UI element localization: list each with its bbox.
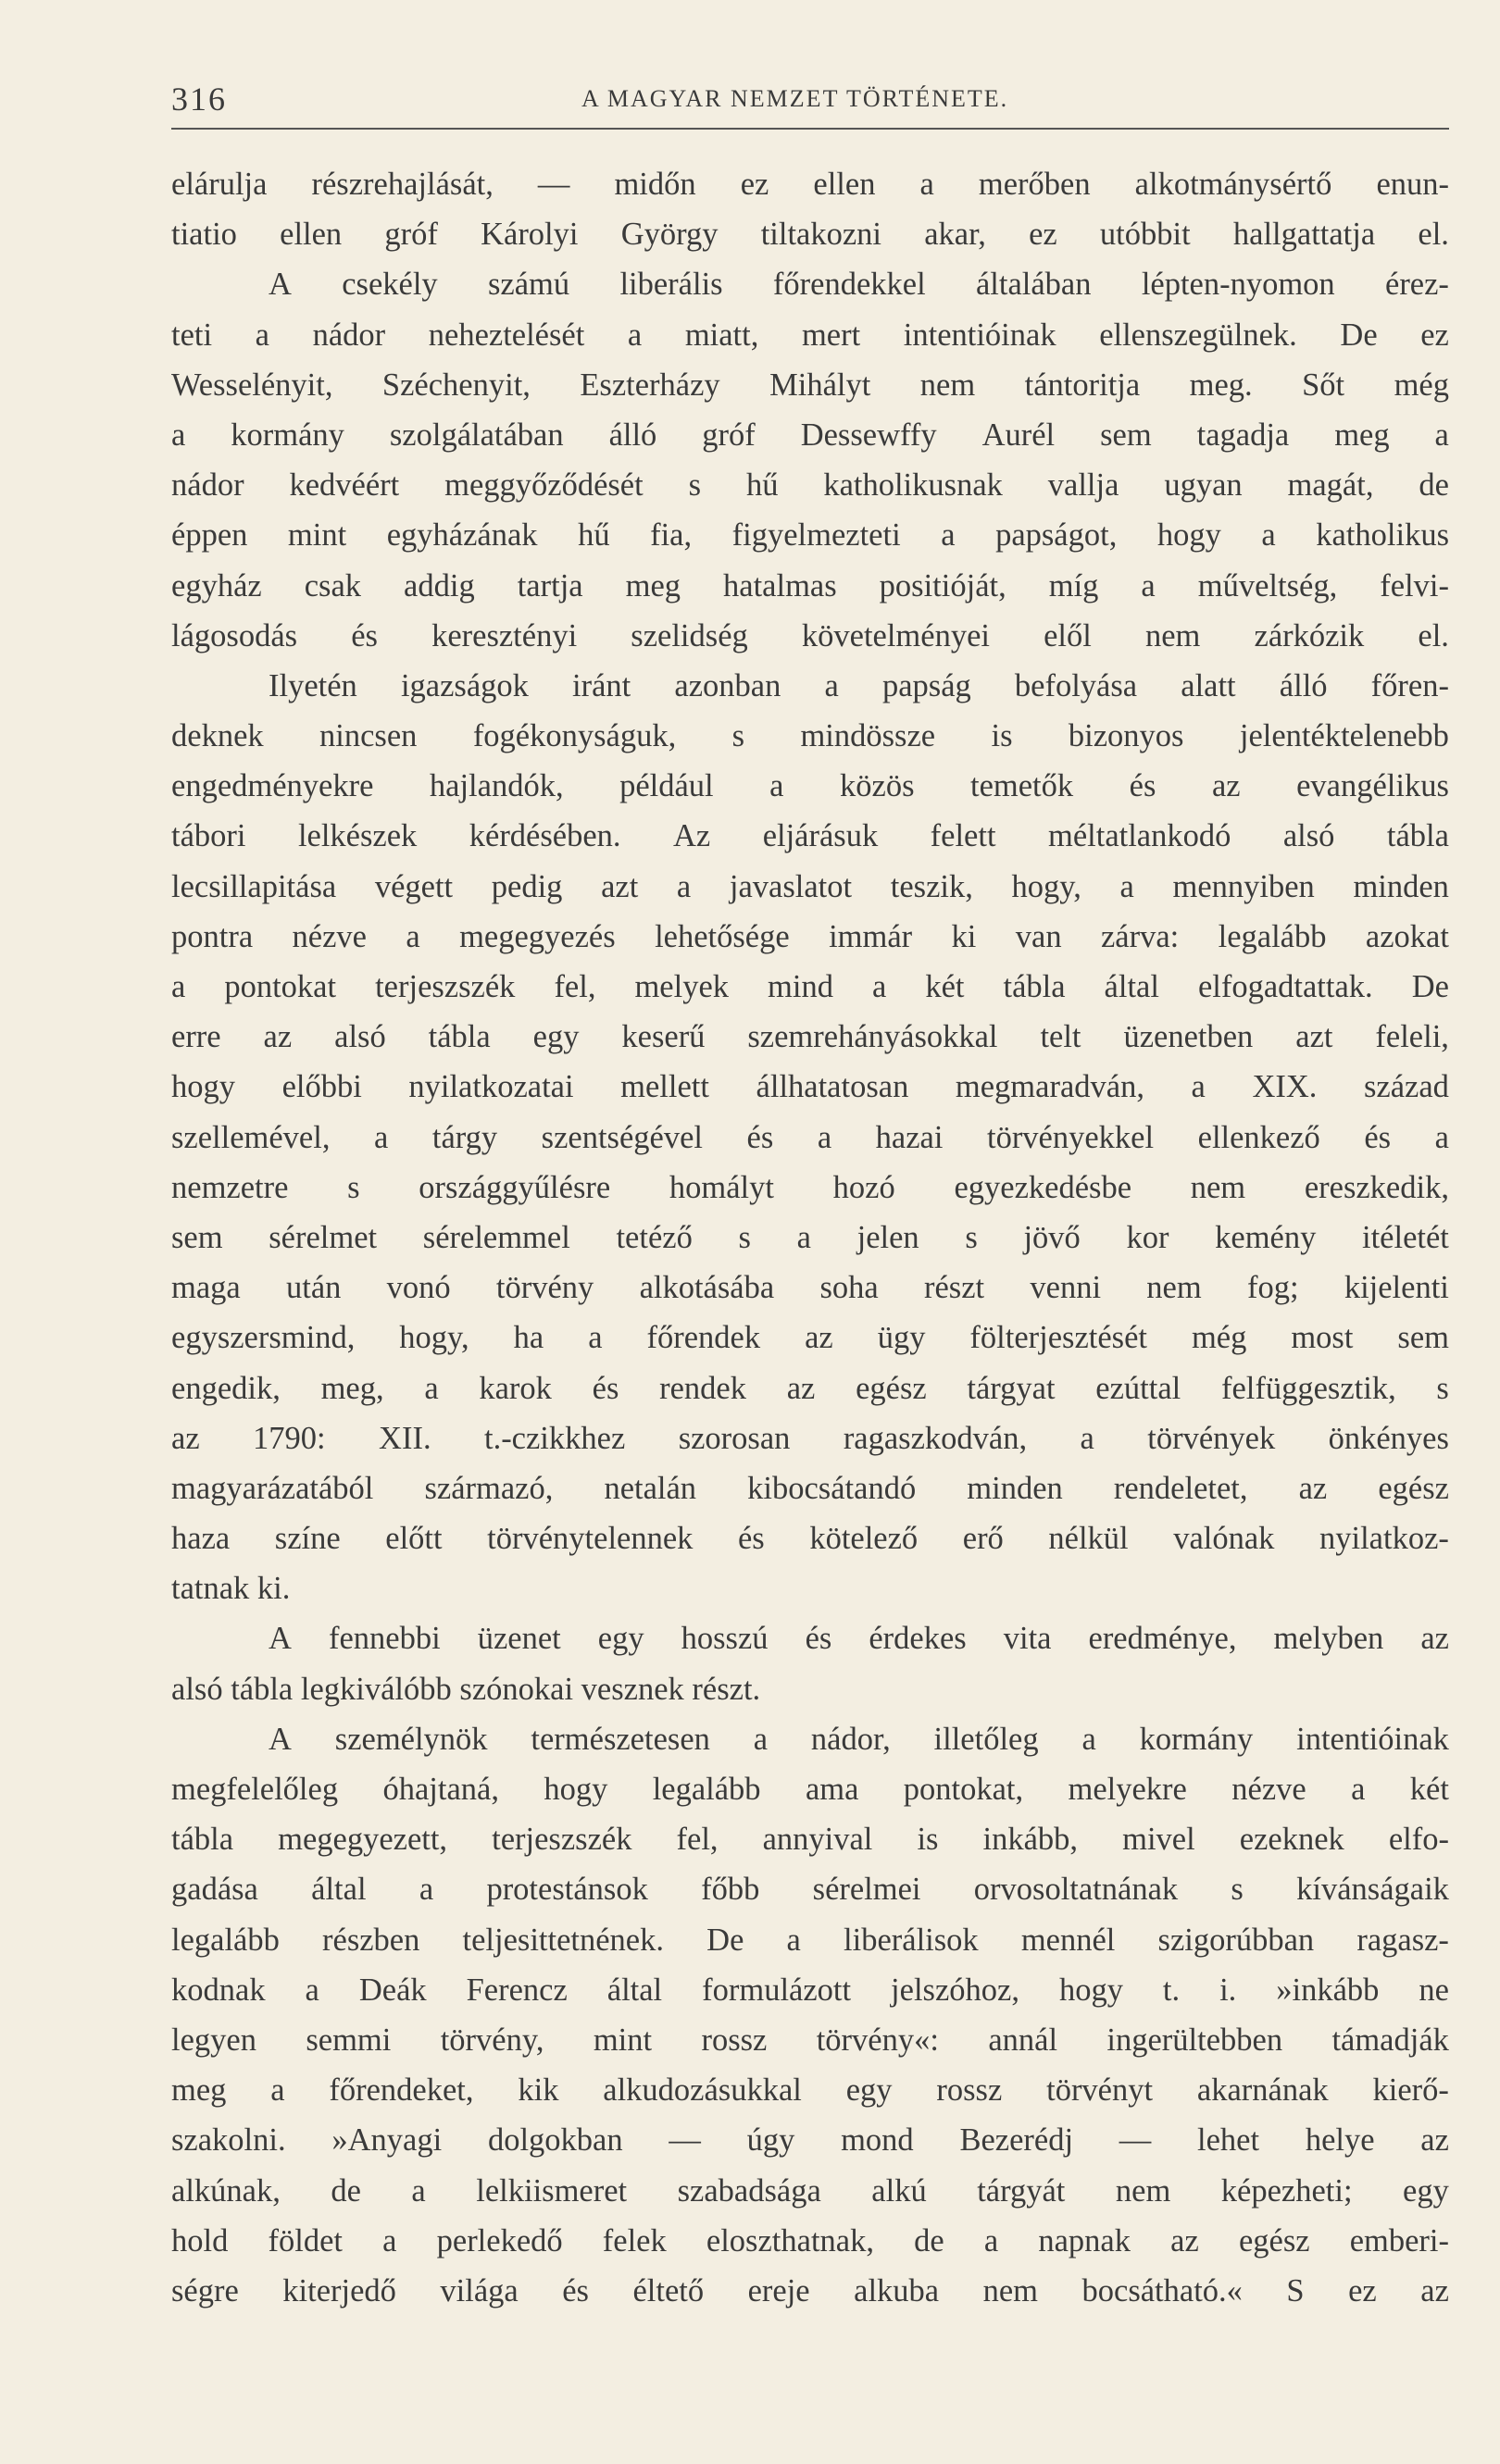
text-line: egyszersmind, hogy, ha a főrendek az ügy fölterjesztését még most sem <box>171 1320 1449 1356</box>
text-line: pontra nézve a megegyezés lehetősége immár ki van zárva: legalább azokat <box>171 918 1449 954</box>
text-line: Ilyetén igazságok iránt azonban a papság befolyása alatt álló főren- <box>269 667 1449 703</box>
text-line: a pontokat terjeszszék fel, melyek mind a két tábla által elfogadtattak. De <box>171 969 1449 1004</box>
text-line: tatnak ki. <box>171 1571 291 1607</box>
text-line: tábla megegyezett, terjeszszék fel, annyival is inkább, mivel ezeknek elfo- <box>171 1822 1449 1858</box>
text-line: haza színe előtt törvénytelennek és kötelező erő nélkül valónak nyilatkoz- <box>171 1521 1449 1557</box>
text-line: alkúnak, de a lelkiismeret szabadsága alkú tárgyát nem képezheti; egy <box>171 2172 1449 2209</box>
text-line: legalább részben teljesittetnének. De a liberálisok mennél szigorúbban ragasz- <box>171 1922 1449 1958</box>
text-line: ségre kiterjedő világa és éltető ereje alkuba nem bocsátható.« S ez az <box>171 2272 1449 2308</box>
text-line: hold földet a perlekedő felek eloszthatnak, de a napnak az egész emberi- <box>171 2222 1449 2259</box>
text-line: hogy előbbi nyilatkozatai mellett állhatatosan megmaradván, a XIX. század <box>171 1069 1449 1105</box>
page-number: 316 <box>171 81 227 118</box>
text-line: a kormány szolgálatában álló gróf Dessewffy Aurél sem tagadja meg a <box>171 417 1449 453</box>
running-title: A MAGYAR NEMZET TÖRTÉNETE. <box>581 85 1009 112</box>
text-line: deknek nincsen fogékonyságuk, s mindössze is bizonyos jelentéktelenebb <box>171 718 1449 754</box>
text-line: szellemével, a tárgy szentségével és a hazai törvényekkel ellenkező és a <box>171 1119 1449 1155</box>
text-line: legyen semmi törvény, mint rossz törvény«: annál ingerültebben támadják <box>171 2022 1449 2058</box>
text-line: elárulja részrehajlását, — midőn ez ellen a merőben alkotmánysértő enun- <box>171 167 1449 202</box>
text-line: magyarázatából származó, netalán kibocsátandó minden rendeletet, az egész <box>171 1470 1449 1506</box>
text-line: egyház csak addig tartja meg hatalmas positióját, míg a műveltség, felvi- <box>171 567 1449 604</box>
body-text <box>171 159 1449 2316</box>
text-line: A személynök természetesen a nádor, illetőleg a kormány intentióinak <box>269 1721 1449 1757</box>
text-line: nemzetre s országgyűlésre homályt hozó egyezkedésbe nem ereszkedik, <box>171 1169 1449 1205</box>
text-line: éppen mint egyházának hű fia, figyelmezteti a papságot, hogy a katholikus <box>171 517 1449 554</box>
text-line: Wesselényit, Széchenyit, Eszterházy Mihályt nem tántoritja meg. Sőt még <box>171 367 1449 403</box>
text-line: tiatio ellen gróf Károlyi György tiltakozni akar, ez utóbbit hallgattatja el. <box>171 217 1449 253</box>
text-line: lecsillapitása végett pedig azt a javaslatot teszik, hogy, a mennyiben minden <box>171 868 1449 904</box>
text-line: lágosodás és keresztényi szelidség követelményei elől nem zárkózik el. <box>171 617 1449 653</box>
header-rule <box>171 128 1449 130</box>
text-line: teti a nádor neheztelését a miatt, mert intentióinak ellenszegülnek. De ez <box>171 317 1449 353</box>
running-head <box>171 80 1449 126</box>
text-line: megfelelőleg óhajtaná, hogy legalább ama pontokat, melyekre nézve a két <box>171 1772 1449 1807</box>
text-line: nádor kedvéért meggyőződését s hű katholikusnak vallja ugyan magát, de <box>171 467 1449 504</box>
text-line: erre az alsó tábla egy keserű szemrehányásokkal telt üzenetben azt feleli, <box>171 1019 1449 1055</box>
text-line: meg a főrendeket, kik alkudozásukkal egy rossz törvényt akarnának kierő- <box>171 2072 1449 2109</box>
text-line: A fennebbi üzenet egy hosszú és érdekes vita eredménye, melyben az <box>269 1621 1449 1657</box>
text-line: sem sérelmet sérelemmel tetéző s a jelen s jövő kor kemény itéletét <box>171 1219 1449 1255</box>
text-line: kodnak a Deák Ferencz által formulázott jelszóhoz, hogy t. i. »inkább ne <box>171 1972 1449 2008</box>
text-line: engedményekre hajlandók, például a közös temetők és az evangélikus <box>171 768 1449 804</box>
text-line: engedik, meg, a karok és rendek az egész tárgyat ezúttal felfüggesztik, s <box>171 1370 1449 1406</box>
text-line: gadása által a protestánsok főbb sérelmei orvosoltatnának s kívánságaik <box>171 1872 1449 1908</box>
text-line: alsó tábla legkiválóbb szónokai vesznek részt. <box>171 1671 761 1707</box>
text-line: az 1790: XII. t.-czikkhez szorosan ragaszkodván, a törvények önkényes <box>171 1420 1449 1456</box>
text-line: A csekély számú liberális főrendekkel általában lépten-nyomon érez- <box>269 267 1449 303</box>
text-line: maga után vonó törvény alkotásába soha részt venni nem fog; kijelenti <box>171 1270 1449 1306</box>
text-line: tábori lelkészek kérdésében. Az eljárásuk felett méltatlankodó alsó tábla <box>171 818 1449 854</box>
text-line: szakolni. »Anyagi dolgokban — úgy mond Bezerédj — lehet helye az <box>171 2122 1449 2159</box>
